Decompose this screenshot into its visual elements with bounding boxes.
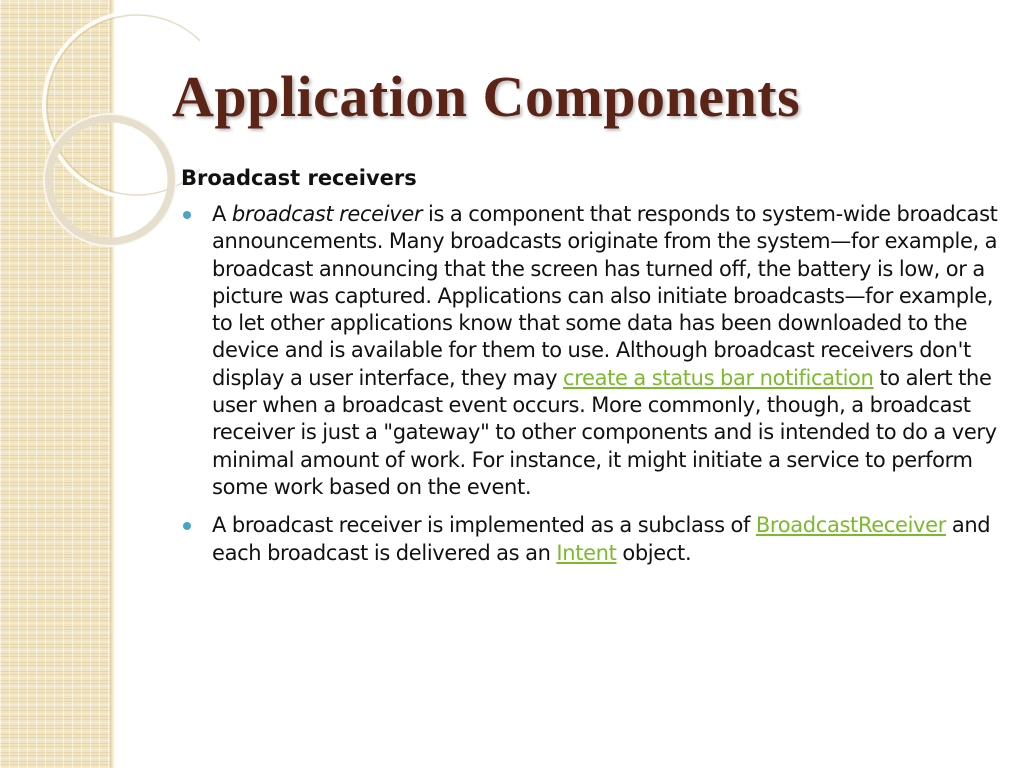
bullet-dot-icon <box>183 522 191 530</box>
bullet2-text-b: and each broadcast is delivered as an <box>212 513 991 565</box>
slide-title: Application Components <box>172 64 801 129</box>
bullet-dot-icon <box>183 211 191 219</box>
bullet-item-2 <box>181 512 1001 567</box>
bullet2-text-c: object. <box>616 540 692 565</box>
bullet1-emphasis: broadcast receiver <box>231 202 423 226</box>
bullet1-prefix: A <box>212 202 227 226</box>
small-ring-highlight <box>44 114 176 246</box>
bullet1-text-b: to alert the user when a broadcast event occurs. More commonly, though, a broadcast receiver is just a "gateway" to other components and is intended to do a very minimal amount of work. For instance, it might initiate a service to perform some work based on the event. <box>212 365 997 499</box>
section-heading: Broadcast receivers <box>181 166 417 190</box>
bullet2-text-a: A broadcast receiver is implemented as a subclass of <box>212 513 751 538</box>
bullet-item-1 <box>181 201 1001 501</box>
decorative-rings <box>0 0 200 300</box>
slide-body <box>181 163 1001 578</box>
status-bar-notification-link[interactable]: create a status bar notification <box>563 365 874 390</box>
broadcastreceiver-link[interactable]: BroadcastReceiver <box>755 513 946 538</box>
small-ring <box>48 118 172 242</box>
bullet1-text-a: is a component that responds to system-wide broadcast announcements. Many broadcasts originate from the system—for example, a broadcast announcing that the screen has turned off, the battery is low, or a picture was captured. Applications can also initiate broadcasts—for example, to let other applications know that some data has been downloaded to the device and is available for them to use. Although broadcast receivers don't display a user interface, they may <box>212 202 998 390</box>
intent-link[interactable]: Intent <box>556 540 617 565</box>
